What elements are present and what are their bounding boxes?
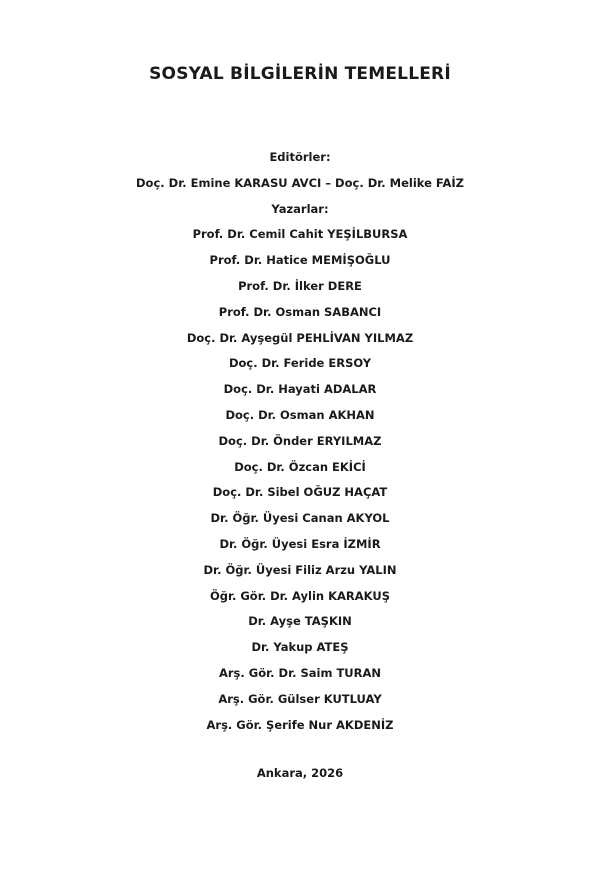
author-name: Doç. Dr. Feride ERSOY [228,356,372,371]
authors-heading: Yazarlar: [271,201,329,216]
author-name: Arş. Gör. Gülser KUTLUAY [218,691,382,706]
author-name: Dr. Öğr. Üyesi Filiz Arzu YALIN [203,562,397,577]
author-name: Dr. Öğr. Üyesi Canan AKYOL [210,511,390,526]
author-name: Doç. Dr. Özcan EKİCİ [234,459,366,474]
author-name: Prof. Dr. Cemil Cahit YEŞİLBURSA [192,227,408,242]
author-name: Doç. Dr. Ayşegül PEHLİVAN YILMAZ [186,330,414,345]
author-name: Doç. Dr. Sibel OĞUZ HAÇAT [212,485,388,500]
credits-block [0,150,600,743]
editors-heading: Editörler: [269,150,331,164]
place-and-year: Ankara, 2026 [256,766,344,780]
author-name: Dr. Öğr. Üyesi Esra İZMİR [219,536,381,551]
author-name: Arş. Gör. Şerife Nur AKDENİZ [206,717,394,732]
author-name: Dr. Ayşe TAŞKIN [248,614,352,629]
author-name: Doç. Dr. Önder ERYILMAZ [218,433,382,448]
author-name: Doç. Dr. Hayati ADALAR [223,382,377,397]
editors-names: Doç. Dr. Emine KARASU AVCI – Doç. Dr. Melike FAİZ [136,175,464,190]
book-title: SOSYAL BİLGİLERİN TEMELLERİ [149,64,451,84]
author-name: Öğr. Gör. Dr. Aylin KARAKUŞ [209,588,391,603]
author-name: Prof. Dr. Hatice MEMİŞOĞLU [209,253,391,268]
author-name: Prof. Dr. Osman SABANCI [218,304,382,319]
author-name: Prof. Dr. İlker DERE [238,278,362,293]
author-name: Doç. Dr. Osman AKHAN [225,407,375,422]
author-name: Arş. Gör. Dr. Saim TURAN [218,665,382,680]
author-name: Dr. Yakup ATEŞ [251,640,349,655]
